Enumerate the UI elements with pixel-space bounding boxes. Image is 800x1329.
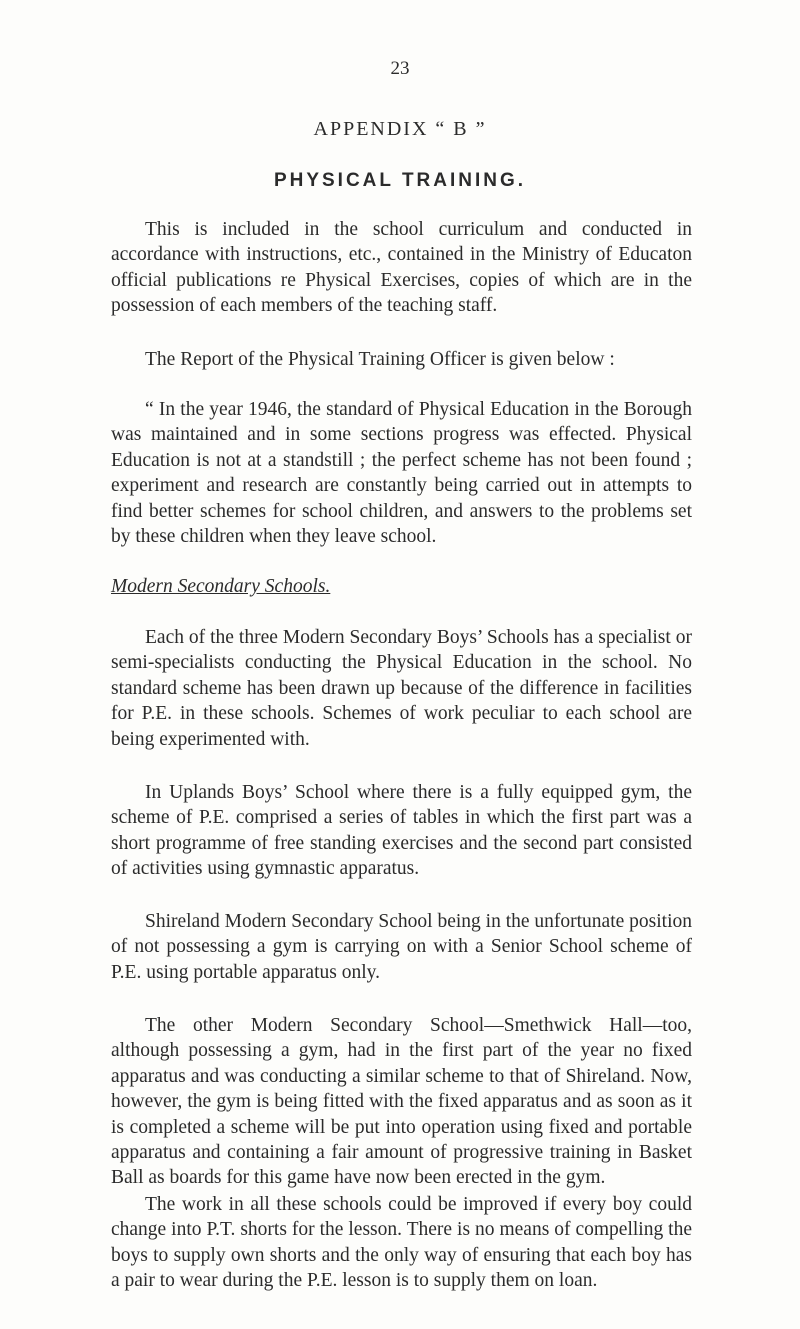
- section-heading: PHYSICAL TRAINING.: [273, 170, 527, 191]
- paragraph-report-lead: [111, 347, 692, 372]
- paragraph-text: Shireland Modern Secondary School being in the unfortunate position of not possessing a gym is carrying on with a Senior School scheme of P.E. using portable apparatus only.: [111, 911, 692, 983]
- paragraph-smethwick: [111, 1013, 692, 1191]
- paragraph-text: This is included in the school curriculum and conducted in accordance with instructions, etc., contained in the Ministry of Educaton official publications re Physical Exercises, copies of which are in the possession of each members of the teaching staff.: [111, 219, 692, 317]
- page-number: 23: [390, 58, 410, 79]
- paragraph-text: The other Modern Secondary School—Smethwick Hall—too, although possessing a gym, had in the first part of the year no fixed apparatus and was conducting a similar scheme to that of Shireland. Now, however, the gym is being fitted with the fixed apparatus and as soon as it is completed a scheme will be put into operation using fixed and portable apparatus and containing a fair amount of progressive training in Basket Ball as boards for this game have now been erected in the gym.: [111, 1015, 692, 1189]
- paragraph-text: The Report of the Physical Training Officer is given below :: [145, 349, 615, 370]
- paragraph-uplands: [111, 780, 692, 882]
- paragraph-text: “ In the year 1946, the standard of Physical Education in the Borough was maintained and in some sections progress was effected. Physical Education is not at a standstill ; the perfect scheme has not been found ; experiment and research are constantly being carried out in attempts to find better schemes for school children, and answers to the problems set by these children when they leave school.: [111, 399, 692, 548]
- paragraph-quote: [111, 397, 692, 549]
- appendix-title: APPENDIX “ B ”: [313, 118, 487, 140]
- paragraph-shorts: [111, 1192, 692, 1294]
- paragraph-text: In Uplands Boys’ School where there is a fully equipped gym, the scheme of P.E. comprised a series of tables in which the first part was a short programme of free standing exercises and the second part consisted of activities using gymnastic apparatus.: [111, 782, 692, 880]
- subheading-modern-secondary: Modern Secondary Schools.: [111, 576, 331, 597]
- paragraph-text: The work in all these schools could be improved if every boy could change into P.T. shorts for the lesson. There is no means of compelling the boys to supply own shorts and the only way of ensuring that each boy has a pair to wear during the P.E. lesson is to supply them on loan.: [111, 1194, 692, 1292]
- paragraph-shireland: [111, 909, 692, 985]
- paragraph-intro: [111, 217, 692, 319]
- paragraph-text: Each of the three Modern Secondary Boys’ Schools has a specialist or semi-specialists conducting the Physical Education in the school. No standard scheme has been drawn up because of the difference in facilities for P.E. in these schools. Schemes of work peculiar to each school are being experimented with.: [111, 627, 692, 750]
- paragraph-modern-secondary: [111, 625, 692, 752]
